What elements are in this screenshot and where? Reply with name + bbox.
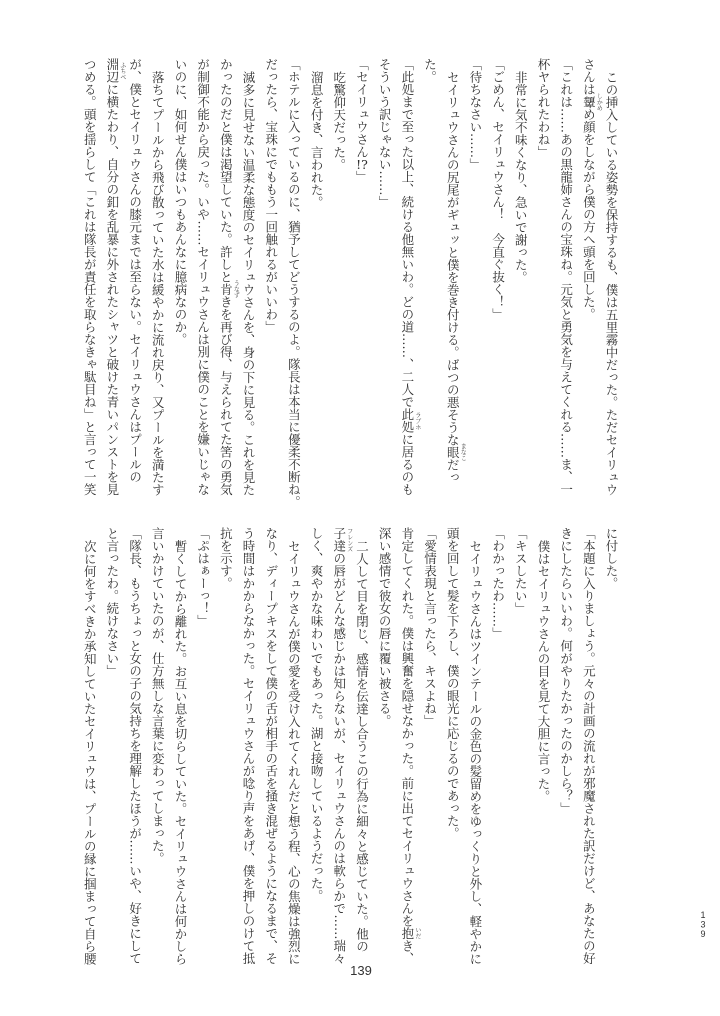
text-column: つめる。頭を揺らして「これは隊長が責任を取らなきゃ駄目ね」と言って一笑: [82, 58, 98, 496]
text-column: と言ったわ。続けなさい」: [104, 527, 120, 677]
text-column: が、僕とセイリュウさんの膝元までは至らない。セイリュウさんはプールの: [127, 58, 143, 483]
text-segment: さんは: [581, 58, 597, 96]
text-column: [100, 58, 126, 496]
text-column: た。: [422, 58, 438, 83]
text-column: セイリュウさんはツインテールの金色の髪留めをゆっくりと外し、軽やかに: [467, 539, 483, 965]
ruby-base: [218, 280, 240, 299]
text-column: 吃驚仰天だった。: [331, 70, 347, 171]
text-column: [395, 527, 421, 965]
text-column: に付した。: [604, 527, 619, 590]
text-column: [395, 58, 421, 496]
text-column: 非常に気不味くなり、急いで謝った。: [513, 70, 529, 283]
ruby-base: [399, 927, 421, 940]
ruby-reading: ラブホ: [413, 411, 421, 430]
text-segment: かったのだと僕は渇望していた。許しと: [218, 58, 234, 283]
ruby-reading: うなず: [232, 280, 240, 299]
text-column: 「わかったわ……」: [490, 527, 506, 640]
ruby-reading: フレンズ: [345, 527, 353, 552]
text-column: [327, 527, 353, 965]
text-column: 「ぷはぁーっ！」: [195, 527, 211, 627]
text-block-bottom: [77, 527, 622, 967]
text-column: 「愛情表現と言ったら、キスよね」: [422, 527, 438, 727]
text-segment: 肯定してくれた。僕は興奮を隠せなかった。前に出てセイリュウさんを: [399, 527, 415, 927]
text-column: 二人して目を閉じ、感情を伝達し合うこの行為に細々と感じていた。他の: [354, 539, 370, 952]
page-number: 139: [350, 963, 372, 978]
text-column: 「ホテルに入っているのに、猶予してどうするのよ。隊長は本当に優柔不断ね。: [286, 58, 302, 508]
text-segment: セイリュウさんの尻尾がギュッと僕を巻き付ける。ばつの悪そうな: [445, 70, 461, 446]
text-block-top: [77, 58, 622, 508]
text-column: しく、爽やかな味わいでもあった。湖と接吻しているようだった。: [309, 527, 325, 902]
ruby-reading: まなこ: [459, 442, 467, 461]
text-column: 「隊長、もうちょっと女の子の気持ちを理解したほうが……いや、好きにして: [127, 527, 143, 965]
text-column: 次に何をすべきか承知していたセイリュウは、プールの縁に掴まって自ら腰: [82, 539, 98, 965]
side-page-number: 139: [698, 910, 708, 939]
text-column: 「待ちなさい……」: [467, 58, 483, 171]
text-column: きにしたらいいわ。何がやりたかったのかしら？」: [558, 527, 574, 815]
text-column: が制御不能から戻った。いや……セイリュウさんは別に僕のことを嫌いじゃな: [195, 58, 211, 496]
text-column: 僕はセイリュウさんの目を見て大胆に言った。: [535, 539, 551, 802]
text-segment: め顔をしながら僕の方へ頭を回した。: [581, 108, 597, 321]
text-segment: き、: [399, 939, 415, 965]
text-column: 溜息を付き、言われた。: [309, 70, 325, 208]
text-column: 杯ヤられたわね」: [535, 58, 551, 158]
text-column: 「キスしたい」: [513, 527, 529, 615]
text-column: 深い感情で彼女の唇に覆い被さる。: [377, 527, 393, 727]
text-segment: 「此処まで至った以上、続ける他無いわ。どの道……、二人で: [399, 58, 415, 408]
ruby-base-text: 子達: [331, 527, 347, 552]
ruby-base-text: 眼: [445, 445, 461, 458]
ruby-base: [104, 58, 126, 83]
text-segment: の唇がどんな感じかは知らないが、セイリュウさんのは軟らかで……瑞々: [331, 552, 347, 965]
ruby-base-text: 顰: [581, 95, 597, 108]
ruby-base-text: 抱: [399, 927, 415, 940]
text-segment: きを再び得、与えられてた筈の勇気: [218, 295, 234, 496]
ruby-base: [399, 408, 421, 433]
text-column: [350, 58, 373, 496]
text-column: 「これは……あの黒龍姉さんの宝珠ね。元気と勇気を与えてくれる……ま、一: [558, 58, 574, 496]
text-column: だったら、宝珠にでももう一回触れるがいいわ」: [263, 58, 279, 333]
ruby-base: [445, 442, 467, 461]
text-segment: 「セイリュウさん: [354, 58, 370, 158]
ruby-base: [331, 527, 353, 552]
text-segment: 」: [354, 170, 370, 183]
text-column: う時間はかからなかった。セイリュウさんが唸り声をあげ、僕を押しのけて抵: [241, 527, 256, 965]
tate-chu-yoko-mark: !?: [356, 158, 368, 171]
text-column: この挿入している姿勢を保持するも、僕は五里霧中だった。ただセイリュウ: [604, 70, 619, 496]
text-column: 「ごめん、セイリュウさん！ 今直ぐ抜く！」: [490, 58, 506, 321]
text-column: 滅多に見せない温柔な態度のセイリュウさんを、身の下に見る。これを見た: [241, 70, 256, 496]
text-column: セイリュウさんが僕の愛を受け入れてくれんだと想う程、心の焦燥は強烈に: [286, 539, 302, 965]
text-column: 落ちてプールから飛び散っていた水は緩やかに流れ戻り、又プールを満たす: [150, 70, 166, 496]
ruby-base-text: 此処: [399, 408, 415, 433]
text-segment: に横たわり、自分の釦を乱暴に外されたシャツと破けた青いパンストを見: [104, 83, 120, 496]
ruby-reading: いだ: [413, 927, 421, 940]
ruby-base-text: 肯: [218, 283, 234, 296]
ruby-reading: しかめ: [595, 92, 603, 111]
text-column: 暫くしてから離れた。お互い息を切らしていた。セイリュウさんは何かしら: [172, 539, 188, 965]
text-column: いのに、如何せん僕はいつもあんなに臆病なのか。: [172, 58, 188, 346]
text-column: 頭を回して髪を下ろし、僕の眼光に応じるのであった。: [445, 527, 461, 840]
text-segment: だっ: [445, 458, 461, 483]
text-column: 言いかけていたのが、仕方無しな言葉に変わってしまった。: [150, 527, 166, 865]
text-column: なり、ディープキスをして僕の舌が相手の舌を掻き混ぜるようになるまで、そ: [263, 527, 279, 965]
ruby-base: [581, 92, 603, 111]
text-column: 「本題に入りましょう。元々の計画の流れが邪魔された訳だけど、あなたの好: [581, 527, 597, 965]
text-column: [577, 58, 603, 496]
ruby-base-text: 淵辺: [104, 58, 120, 83]
text-column: 抗を示す。: [218, 527, 234, 590]
text-segment: に居るのも: [399, 433, 415, 496]
ruby-reading: ふちべ: [118, 61, 126, 80]
text-column: [214, 58, 240, 496]
text-column: [441, 58, 467, 496]
text-column: そういう訳じゃない……」: [377, 58, 393, 208]
